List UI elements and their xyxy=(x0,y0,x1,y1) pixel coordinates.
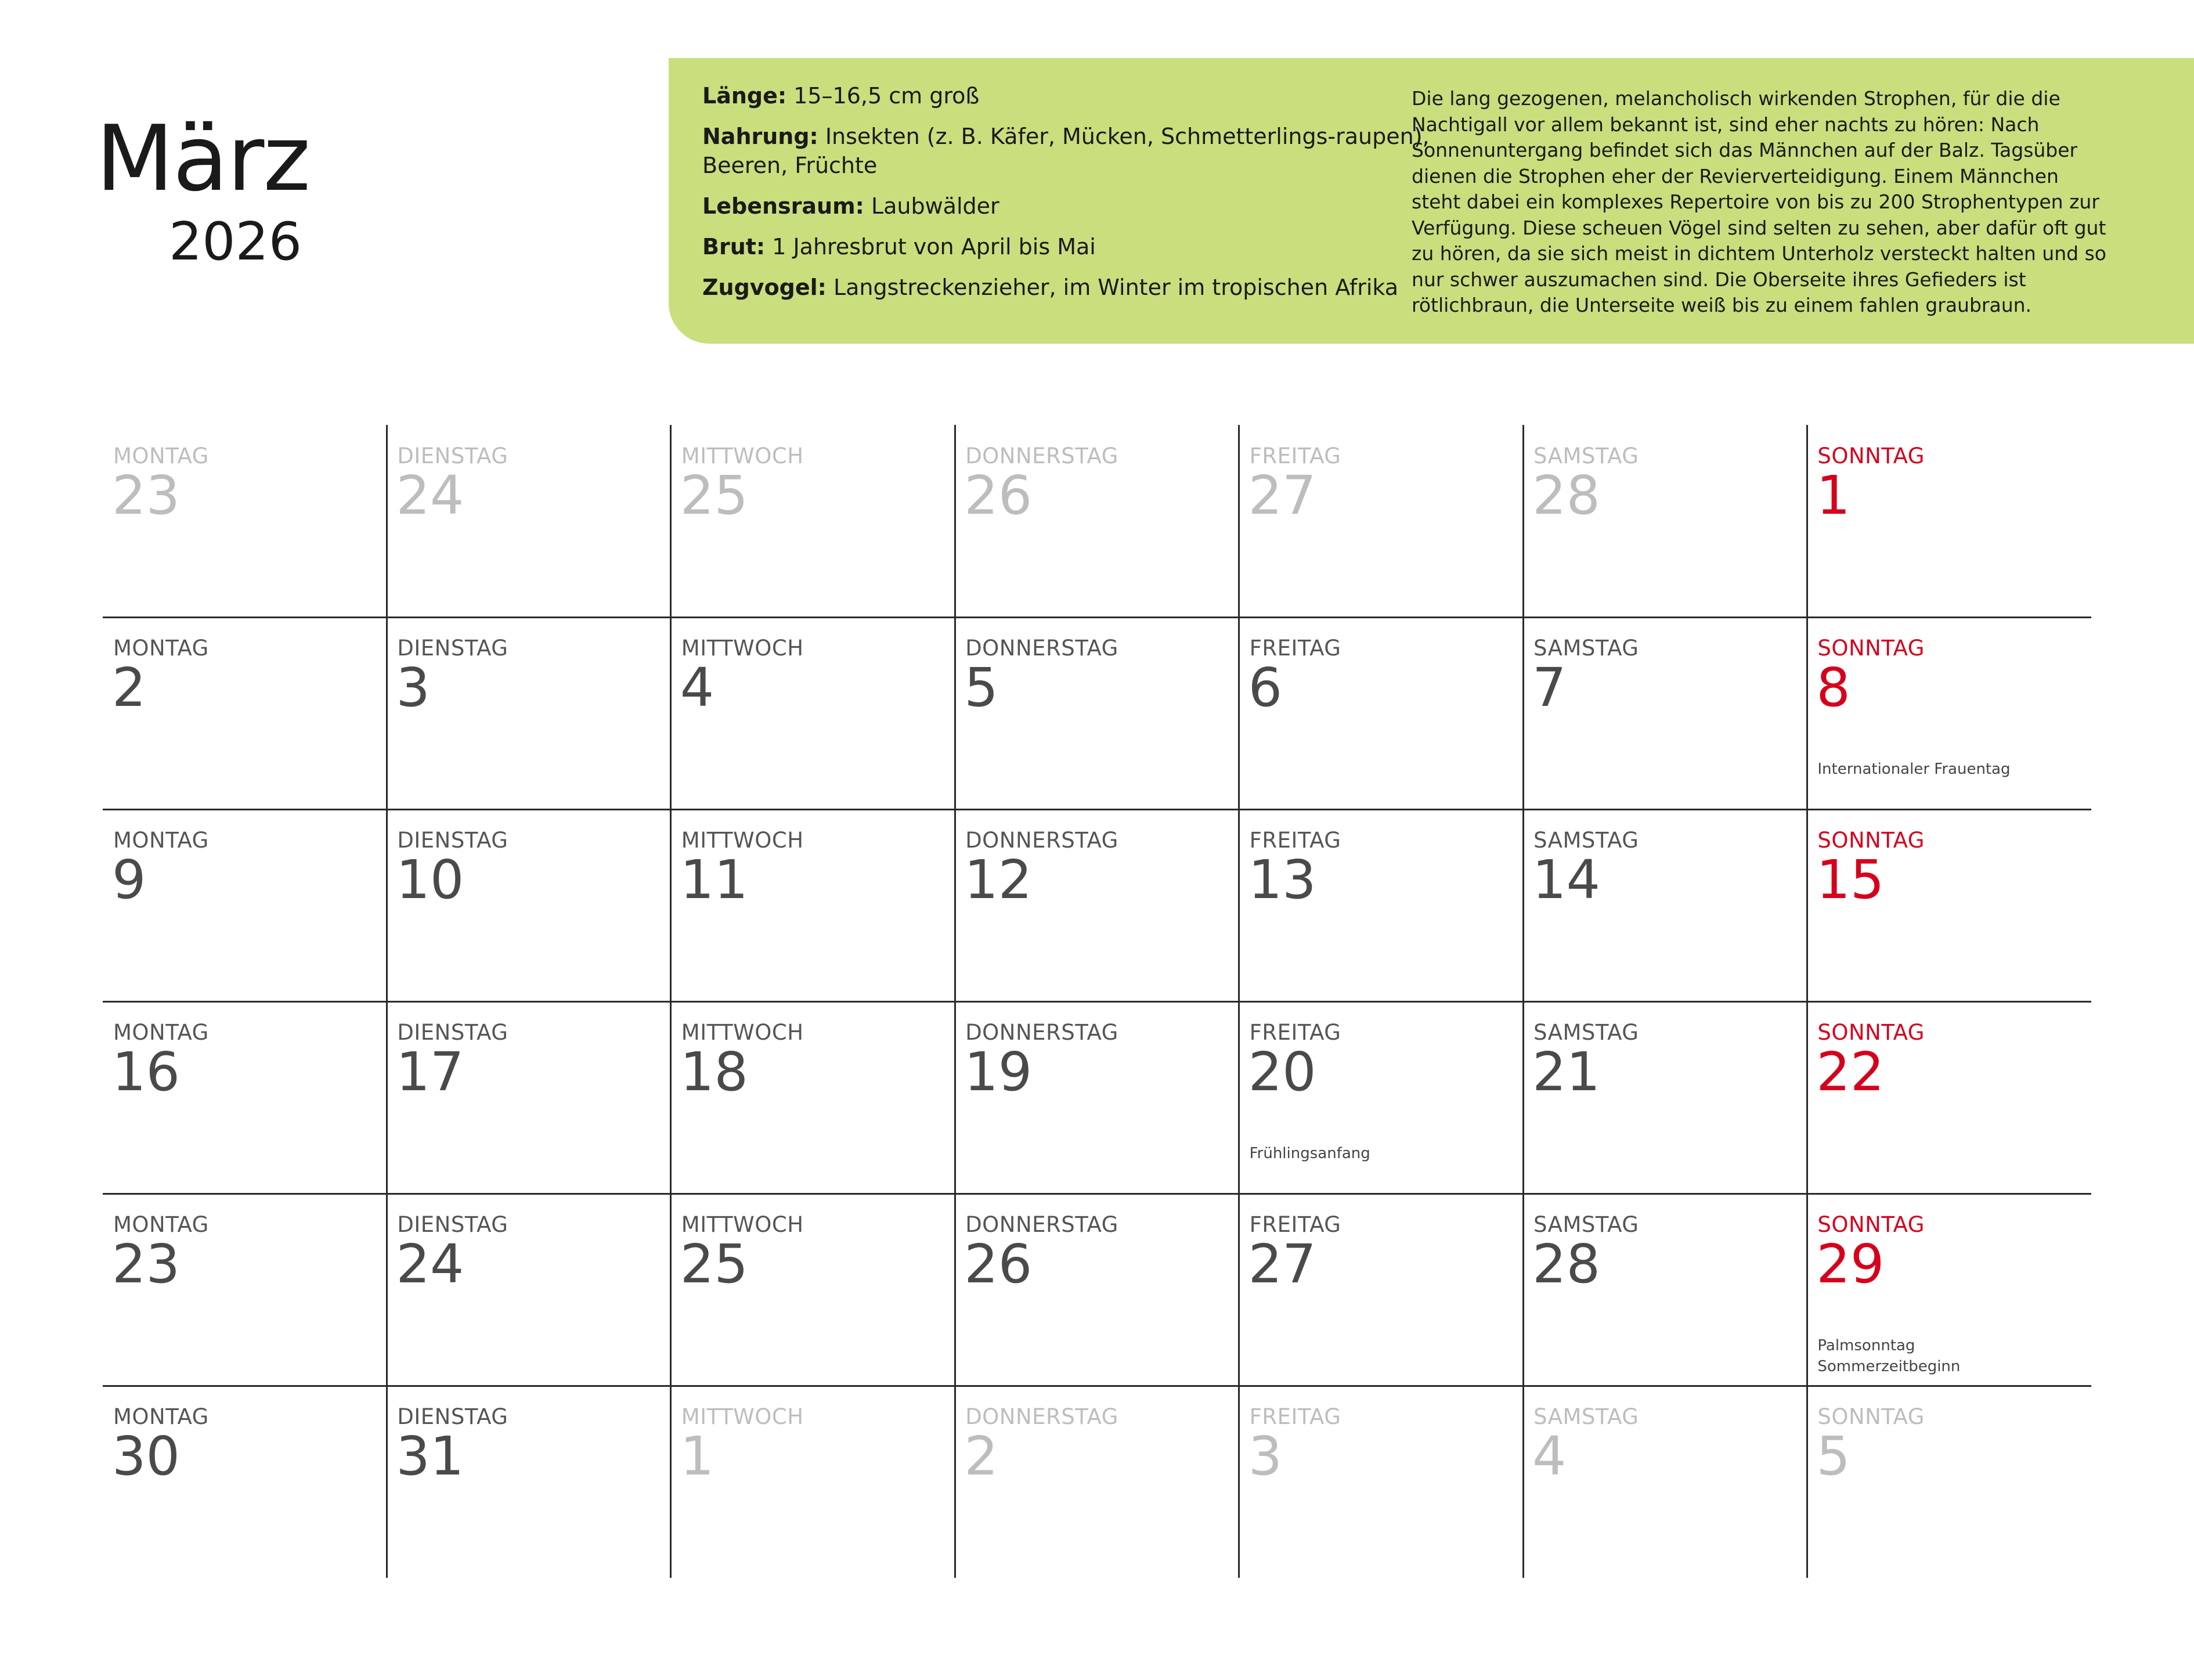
day-number: 11 xyxy=(680,849,748,911)
day-number: 7 xyxy=(1532,657,1567,719)
weekday-label: FREITAG xyxy=(1249,1404,1341,1429)
calendar-day-cell xyxy=(1807,809,2091,1001)
weekday-label: MONTAG xyxy=(113,444,209,468)
calendar-day-cell xyxy=(1523,425,1807,617)
fact-text: Insekten (z. B. Käfer, Mücken, Schmetterlings-raupen), Beeren, Früchte xyxy=(702,124,1430,178)
weekday-label: SAMSTAG xyxy=(1533,444,1639,468)
weekday-label: SAMSTAG xyxy=(1533,828,1639,853)
weekday-label: DIENSTAG xyxy=(397,1212,508,1237)
day-number: 9 xyxy=(112,849,146,911)
weekday-label: MONTAG xyxy=(113,1212,209,1237)
weekday-label: MITTWOCH xyxy=(681,1404,804,1429)
calendar-day-cell xyxy=(387,1386,670,1578)
weekday-label: MONTAG xyxy=(113,1404,209,1429)
calendar-day-cell xyxy=(671,617,955,809)
day-number: 24 xyxy=(396,464,464,527)
calendar-day-cell xyxy=(103,1386,387,1578)
weekday-label: MITTWOCH xyxy=(681,636,804,661)
day-number: 10 xyxy=(396,849,464,911)
calendar-day-cell xyxy=(1807,1001,2091,1194)
grid-row-divider xyxy=(103,809,2091,810)
day-number: 16 xyxy=(112,1041,181,1103)
calendar-day-cell xyxy=(1239,809,1523,1001)
fact-habitat xyxy=(702,192,1457,221)
calendar-day-cell xyxy=(955,809,1239,1001)
day-number: 5 xyxy=(1816,1425,1850,1487)
weekday-label: SONNTAG xyxy=(1817,444,1925,468)
weekday-label: MITTWOCH xyxy=(681,1020,804,1045)
day-number: 31 xyxy=(396,1425,464,1487)
calendar-day-cell xyxy=(671,425,955,617)
fact-length xyxy=(702,81,1457,110)
day-number: 30 xyxy=(112,1425,181,1487)
day-number: 28 xyxy=(1532,1233,1601,1295)
calendar-day-cell xyxy=(671,809,955,1001)
fact-label: Länge: xyxy=(702,83,787,109)
grid-row-divider xyxy=(103,617,2091,618)
day-number: 25 xyxy=(680,1233,748,1295)
weekday-label: MITTWOCH xyxy=(681,1212,804,1237)
calendar-day-cell xyxy=(103,1194,387,1386)
day-number: 20 xyxy=(1248,1041,1316,1103)
calendar-day-cell xyxy=(103,1001,387,1194)
day-number: 12 xyxy=(964,849,1033,911)
fact-label: Brut: xyxy=(702,234,766,259)
calendar-day-cell xyxy=(387,1194,670,1386)
weekday-label: DIENSTAG xyxy=(397,828,508,853)
day-number: 5 xyxy=(964,657,998,719)
day-number: 27 xyxy=(1248,1233,1316,1295)
weekday-label: DONNERSTAG xyxy=(965,636,1118,661)
day-number: 4 xyxy=(680,657,715,719)
day-number: 23 xyxy=(112,464,181,527)
calendar-day-cell xyxy=(1239,617,1523,809)
weekday-label: SONNTAG xyxy=(1817,1020,1925,1045)
day-number: 6 xyxy=(1248,657,1283,719)
weekday-label: MONTAG xyxy=(113,636,209,661)
day-number: 17 xyxy=(396,1041,464,1103)
fact-text: 15–16,5 cm groß xyxy=(786,83,980,109)
day-note: Internationaler Frauentag xyxy=(1817,760,2011,778)
fact-label: Zugvogel: xyxy=(702,275,827,300)
fact-food xyxy=(702,122,1457,180)
weekday-label: FREITAG xyxy=(1249,636,1341,661)
grid-row-divider xyxy=(103,1385,2091,1387)
day-number: 8 xyxy=(1816,657,1850,719)
weekday-label: DONNERSTAG xyxy=(965,444,1118,468)
calendar-day-cell xyxy=(671,1386,955,1578)
day-number: 26 xyxy=(964,1233,1033,1295)
day-number: 23 xyxy=(112,1233,181,1295)
day-number: 28 xyxy=(1532,464,1601,527)
day-number: 21 xyxy=(1532,1041,1601,1103)
day-number: 14 xyxy=(1532,849,1601,911)
day-number: 2 xyxy=(112,657,146,719)
calendar-day-cell xyxy=(103,425,387,617)
weekday-label: SAMSTAG xyxy=(1533,636,1639,661)
day-number: 18 xyxy=(680,1041,748,1103)
calendar-day-cell xyxy=(387,617,670,809)
calendar-day-cell xyxy=(1807,425,2091,617)
calendar-grid xyxy=(103,425,2091,1578)
calendar-day-cell xyxy=(1807,1386,2091,1578)
calendar-day-cell xyxy=(103,617,387,809)
calendar-day-cell xyxy=(1239,1194,1523,1386)
day-number: 1 xyxy=(680,1425,715,1487)
fact-text: Laubwälder xyxy=(864,193,999,219)
fact-breeding xyxy=(702,232,1457,261)
calendar-day-cell xyxy=(1807,1194,2091,1386)
weekday-label: DONNERSTAG xyxy=(965,1404,1118,1429)
calendar-day-cell xyxy=(387,425,670,617)
calendar-day-cell xyxy=(387,809,670,1001)
grid-row-divider xyxy=(103,1001,2091,1003)
calendar-day-cell xyxy=(1239,425,1523,617)
grid-row-divider xyxy=(103,1193,2091,1195)
info-panel xyxy=(669,58,2194,344)
weekday-label: DIENSTAG xyxy=(397,444,508,468)
calendar-day-cell xyxy=(1523,809,1807,1001)
weekday-label: DIENSTAG xyxy=(397,1020,508,1045)
calendar-day-cell xyxy=(955,425,1239,617)
bird-description: Die lang gezogenen, melancholisch wirkenden Strophen, für die die Nachtigall vor allem bekannt ist, sind eher nachts zu hören: Nach Sonnenuntergang befindet sich das Männchen auf der Balz. Tagsüber dienen die Strophen eher der Revierverteidigung. Einem Männchen steht dabei ein komplexes Repertoire von bis zu 200 Strophentypen zur Verfügung. Diese scheuen Vögel sind selten zu sehen, aber dafür oft gut zu hören, da sie sich meist in dichtem Unterholz versteckt halten und so nur schwer auszumachen sind. Die Oberseite ihres Gefieders ist rötlichbraun, die Unterseite weiß bis zu einem fahlen graubraun. xyxy=(1412,87,2106,316)
weekday-label: SAMSTAG xyxy=(1533,1404,1639,1429)
calendar-day-cell xyxy=(955,617,1239,809)
calendar-day-cell xyxy=(671,1001,955,1194)
weekday-label: SONNTAG xyxy=(1817,1404,1925,1429)
day-number: 29 xyxy=(1816,1233,1885,1295)
day-number: 26 xyxy=(964,464,1033,527)
fact-text: Langstreckenzieher, im Winter im tropischen Afrika xyxy=(826,275,1399,300)
calendar-day-cell xyxy=(955,1001,1239,1194)
weekday-label: DIENSTAG xyxy=(397,636,508,661)
weekday-label: FREITAG xyxy=(1249,444,1341,468)
weekday-label: DIENSTAG xyxy=(397,1404,508,1429)
calendar-day-cell xyxy=(671,1194,955,1386)
day-note: Frühlingsanfang xyxy=(1249,1145,1370,1162)
day-number: 27 xyxy=(1248,464,1316,527)
weekday-label: FREITAG xyxy=(1249,1020,1341,1045)
weekday-label: SONNTAG xyxy=(1817,636,1925,661)
weekday-label: MITTWOCH xyxy=(681,444,804,468)
weekday-label: MONTAG xyxy=(113,1020,209,1045)
day-number: 25 xyxy=(680,464,748,527)
weekday-label: MITTWOCH xyxy=(681,828,804,853)
day-number: 1 xyxy=(1816,464,1850,527)
weekday-label: SAMSTAG xyxy=(1533,1212,1639,1237)
weekday-label: FREITAG xyxy=(1249,828,1341,853)
weekday-label: DONNERSTAG xyxy=(965,1212,1118,1237)
weekday-label: MONTAG xyxy=(113,828,209,853)
calendar-day-cell xyxy=(1523,1194,1807,1386)
calendar-day-cell xyxy=(1239,1001,1523,1194)
weekday-label: SAMSTAG xyxy=(1533,1020,1639,1045)
fact-text: 1 Jahresbrut von April bis Mai xyxy=(765,234,1096,259)
day-number: 4 xyxy=(1532,1425,1567,1487)
bird-facts xyxy=(702,81,1457,313)
calendar-day-cell xyxy=(1523,1001,1807,1194)
day-number: 19 xyxy=(964,1041,1033,1103)
fact-migration xyxy=(702,273,1457,302)
day-number: 22 xyxy=(1816,1041,1885,1103)
calendar-day-cell xyxy=(1239,1386,1523,1578)
weekday-label: DONNERSTAG xyxy=(965,1020,1118,1045)
calendar-day-cell xyxy=(955,1194,1239,1386)
calendar-day-cell xyxy=(1523,1386,1807,1578)
weekday-label: SONNTAG xyxy=(1817,828,1925,853)
calendar-day-cell xyxy=(1523,617,1807,809)
fact-label: Nahrung: xyxy=(702,124,818,149)
calendar-day-cell xyxy=(103,809,387,1001)
month-title: März xyxy=(96,106,310,211)
fact-label: Lebensraum: xyxy=(702,193,864,219)
day-number: 24 xyxy=(396,1233,464,1295)
calendar-day-cell xyxy=(955,1386,1239,1578)
day-number: 15 xyxy=(1816,849,1885,911)
weekday-label: FREITAG xyxy=(1249,1212,1341,1237)
calendar-day-cell xyxy=(1807,617,2091,809)
day-number: 2 xyxy=(964,1425,998,1487)
day-number: 3 xyxy=(1248,1425,1283,1487)
calendar-day-cell xyxy=(387,1001,670,1194)
weekday-label: SONNTAG xyxy=(1817,1212,1925,1237)
day-number: 13 xyxy=(1248,849,1316,911)
day-number: 3 xyxy=(396,657,430,719)
weekday-label: DONNERSTAG xyxy=(965,828,1118,853)
year-title: 2026 xyxy=(168,211,302,272)
day-note: Palmsonntag Sommerzeitbeginn xyxy=(1817,1337,1961,1375)
